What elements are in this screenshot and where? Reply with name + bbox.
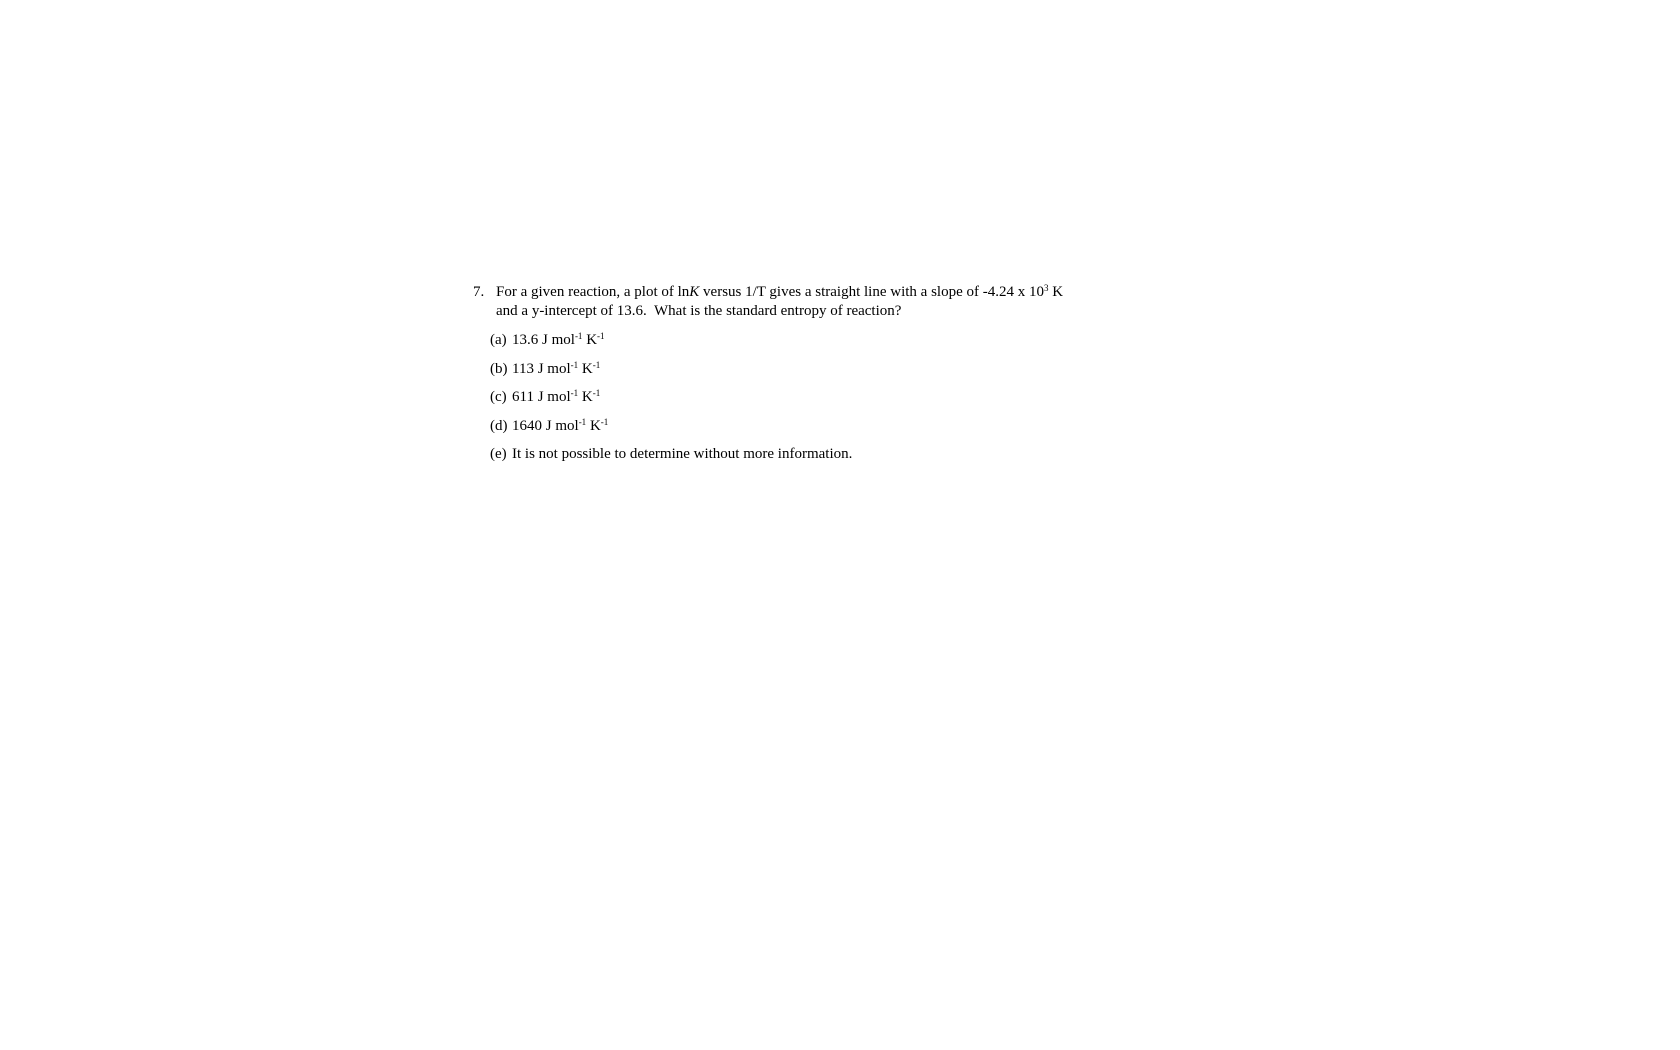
text-segment: It is not possible to determine without more information. — [512, 446, 853, 462]
question-line-2: and a y-intercept of 13.6. What is the standard entropy of reaction? — [496, 303, 902, 319]
superscript: -1 — [592, 388, 601, 398]
question-line-1 — [496, 283, 1063, 302]
choice-text — [512, 327, 605, 356]
superscript: -1 — [600, 416, 609, 427]
text-segment: 13.6 J mol — [512, 332, 575, 348]
superscript: -1 — [570, 388, 579, 398]
text-segment: K — [586, 417, 601, 434]
text-segment: For a given reaction, a plot of ln — [496, 284, 690, 300]
choice-label: (d) — [490, 417, 508, 434]
answer-choice-row — [490, 413, 1063, 442]
question-number: 7. — [473, 284, 485, 300]
choice-text — [512, 356, 600, 385]
answer-choice-row — [490, 356, 1063, 385]
superscript: -1 — [570, 359, 579, 370]
text-segment: K — [578, 389, 593, 405]
choice-label: (e) — [490, 446, 507, 462]
text-segment: K — [1048, 284, 1064, 300]
text-segment: 113 J mol — [512, 360, 571, 377]
answer-choices — [490, 327, 1063, 469]
choice-text — [512, 413, 608, 442]
superscript: -1 — [574, 331, 583, 341]
text-segment: K — [582, 332, 598, 348]
choice-text — [512, 441, 852, 469]
text-segment: versus 1/T gives a straight line with a slope of -4.24 x 10 — [699, 284, 1044, 300]
answer-choice-row — [490, 441, 1063, 469]
answer-choice-row — [490, 384, 1063, 413]
question-row — [473, 283, 1063, 320]
superscript: -1 — [592, 359, 601, 370]
superscript: 3 — [1043, 283, 1049, 293]
choice-label: (a) — [490, 332, 507, 348]
italic-text: K — [689, 284, 700, 300]
choice-label: (b) — [490, 360, 508, 377]
superscript: -1 — [578, 416, 587, 427]
superscript: -1 — [597, 331, 605, 341]
choice-text — [512, 384, 600, 413]
text-segment: 611 J mol — [512, 389, 571, 405]
choice-label: (c) — [490, 389, 507, 405]
text-segment: 1640 J mol — [512, 417, 579, 434]
question-text — [496, 283, 1063, 320]
text-segment: K — [578, 360, 593, 377]
answer-choice-row — [490, 327, 1063, 356]
question-block — [473, 283, 1063, 469]
